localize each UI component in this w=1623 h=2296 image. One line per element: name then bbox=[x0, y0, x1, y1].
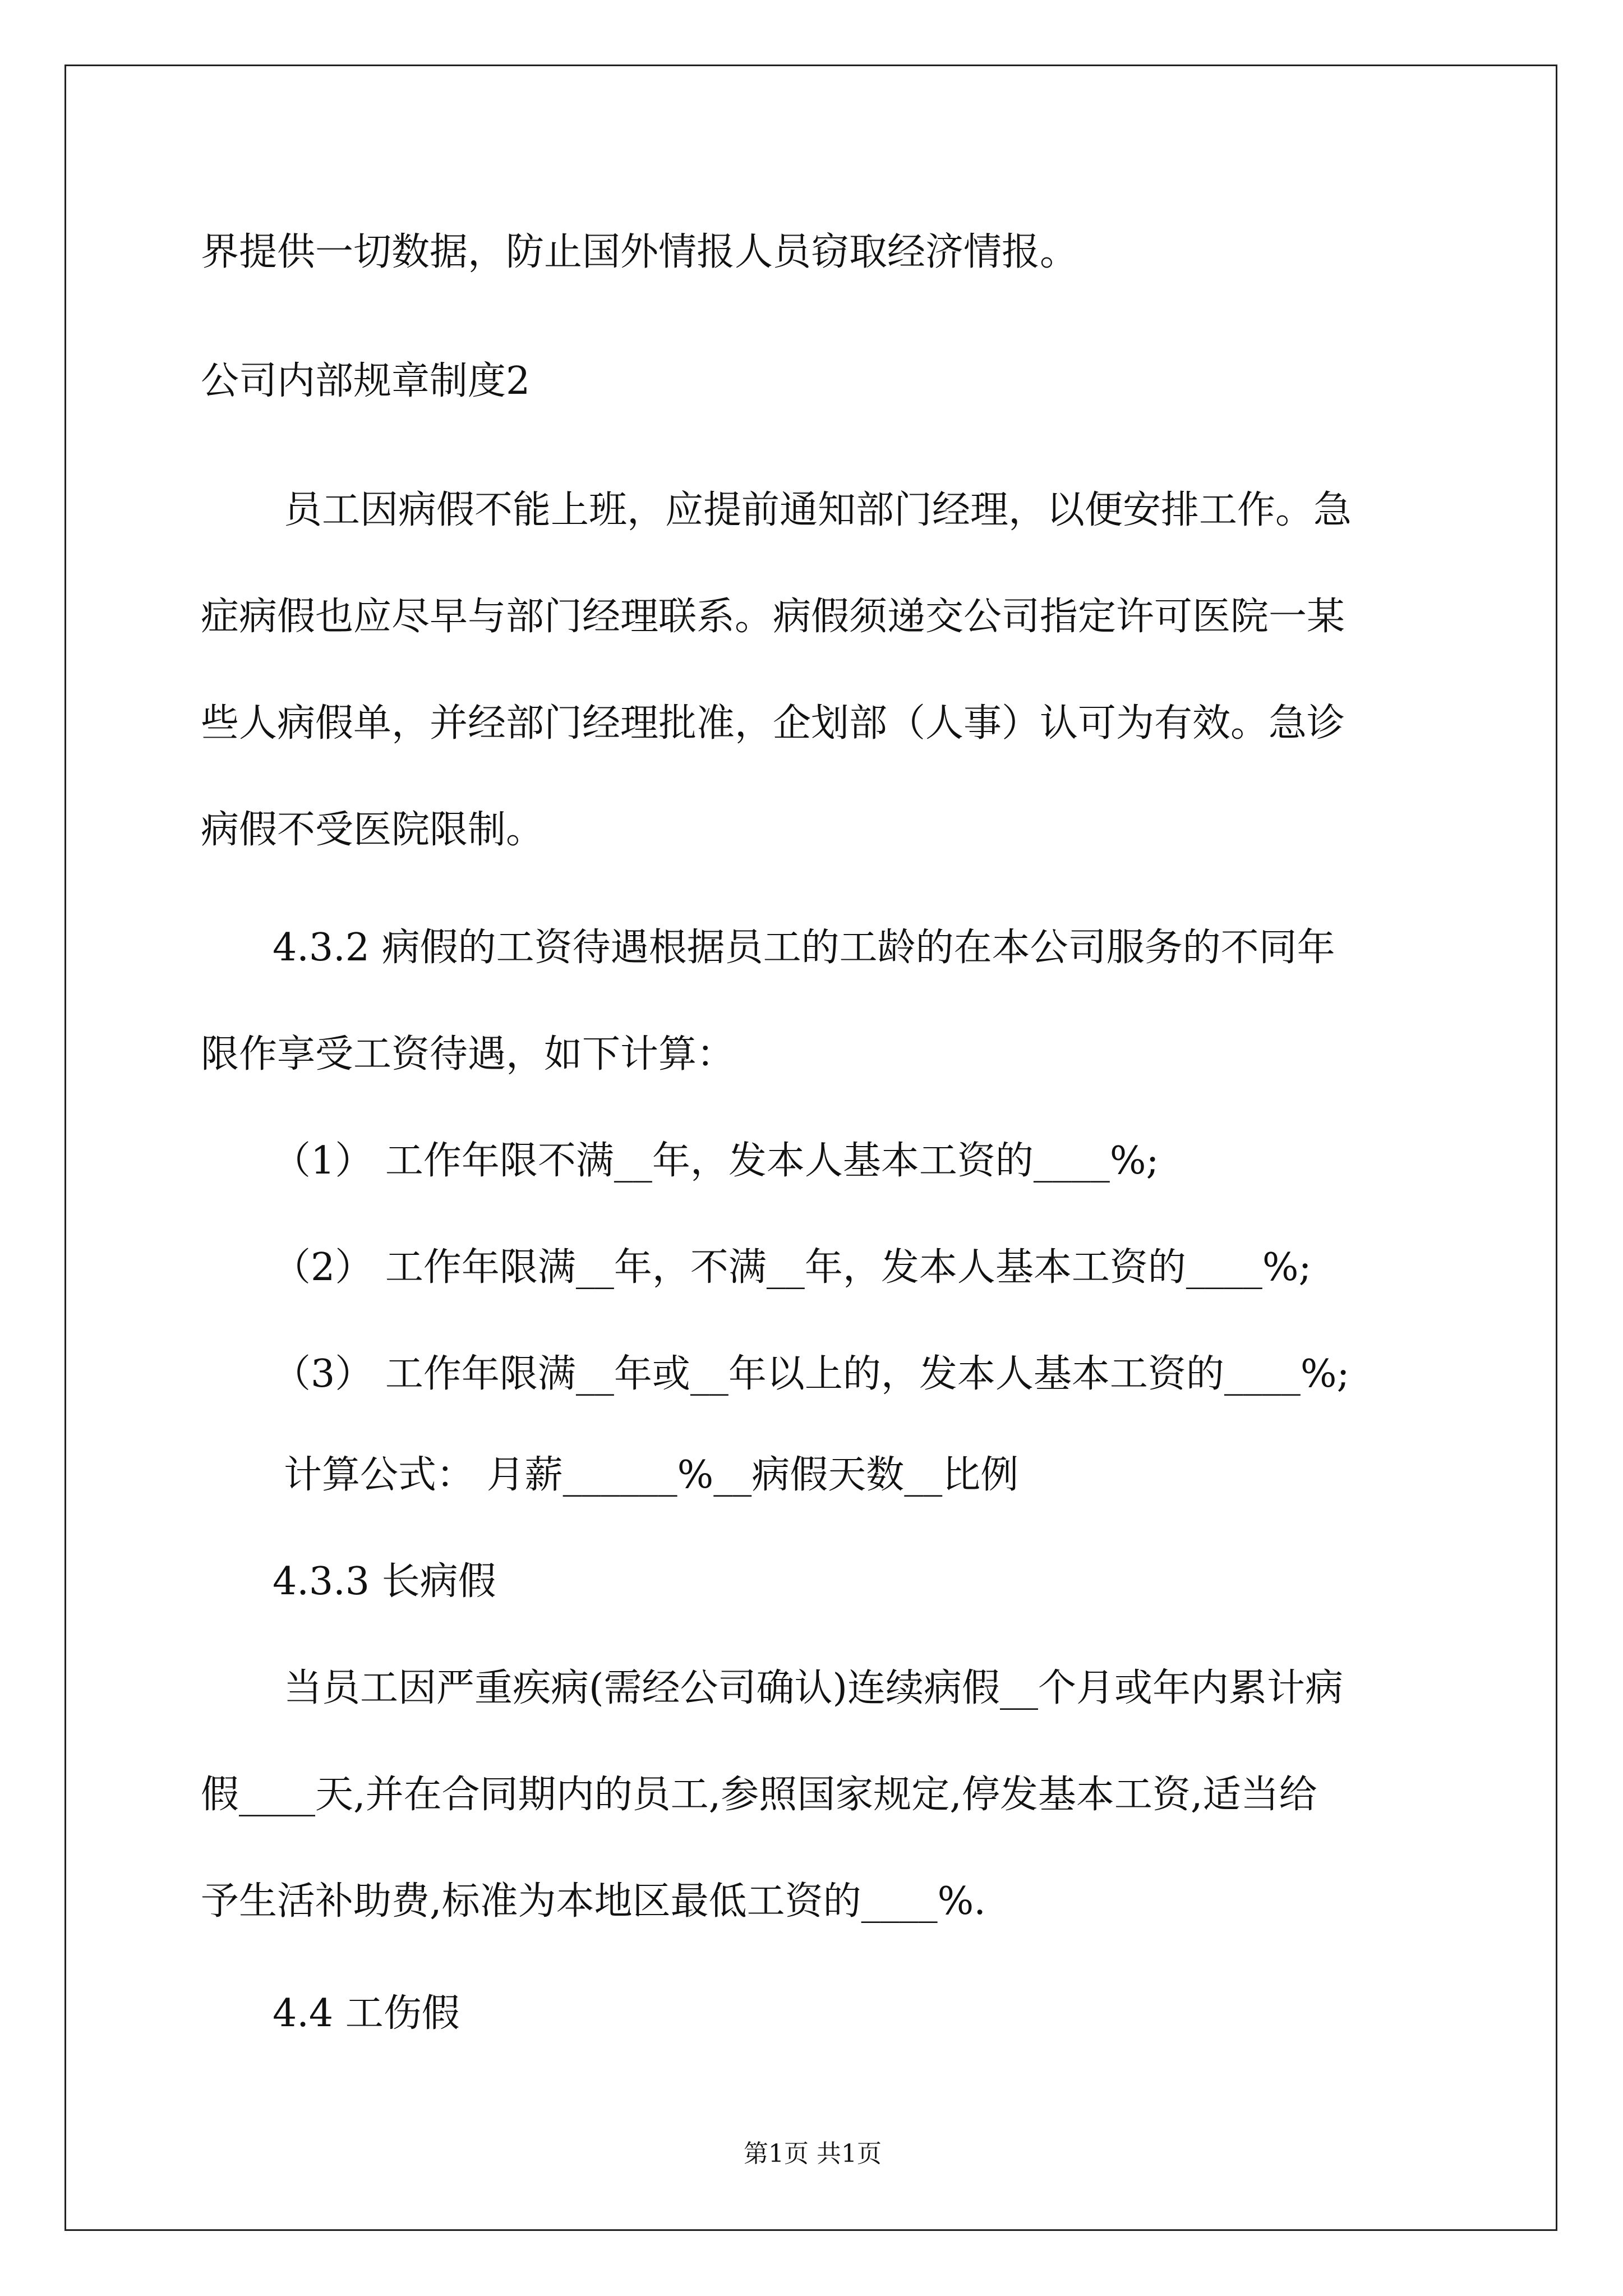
page-frame bbox=[64, 65, 1557, 2231]
paragraph-line: 假____天,并在合同期内的员工,参照国家规定,停发基本工资,适当给 bbox=[201, 1773, 1317, 1817]
paragraph-line: 限作享受工资待遇，如下计算： bbox=[201, 1032, 735, 1076]
list-item: （3） 工作年限满__年或__年以上的，发本人基本工资的____%; bbox=[273, 1352, 1350, 1396]
paragraph-line: 予生活补助费,标准为本地区最低工资的____%. bbox=[201, 1879, 986, 1924]
section-heading: 公司内部规章制度2 bbox=[201, 359, 531, 403]
paragraph-line: 4.3.2 病假的工资待遇根据员工的工龄的在本公司服务的不同年 bbox=[273, 926, 1335, 970]
list-item: （1） 工作年限不满__年，发本人基本工资的____%; bbox=[273, 1139, 1159, 1183]
list-item: （2） 工作年限满__年，不满__年，发本人基本工资的____%; bbox=[273, 1245, 1312, 1290]
paragraph-line: 当员工因严重疾病(需经公司确认)连续病假__个月或年内累计病 bbox=[284, 1666, 1344, 1710]
paragraph-line: 些人病假单，并经部门经理批准，企划部（人事）认可为有效。急诊 bbox=[201, 701, 1345, 746]
section-heading: 4.3.3 长病假 bbox=[273, 1559, 496, 1604]
formula-line: 计算公式： 月薪______%__病假天数__比例 bbox=[284, 1453, 1019, 1497]
paragraph-line: 病假不受医院限制。 bbox=[201, 808, 545, 852]
paragraph-line: 员工因病假不能上班，应提前通知部门经理，以便安排工作。急 bbox=[284, 488, 1352, 532]
paragraph-line: 症病假也应尽早与部门经理联系。病假须递交公司指定许可医院一某 bbox=[201, 595, 1345, 639]
section-heading: 4.4 工伤假 bbox=[273, 1991, 460, 2036]
paragraph-line: 界提供一切数据，防止国外情报人员窃取经济情报。 bbox=[201, 230, 1078, 274]
page-footer: 第1页 共1页 bbox=[744, 2139, 882, 2168]
